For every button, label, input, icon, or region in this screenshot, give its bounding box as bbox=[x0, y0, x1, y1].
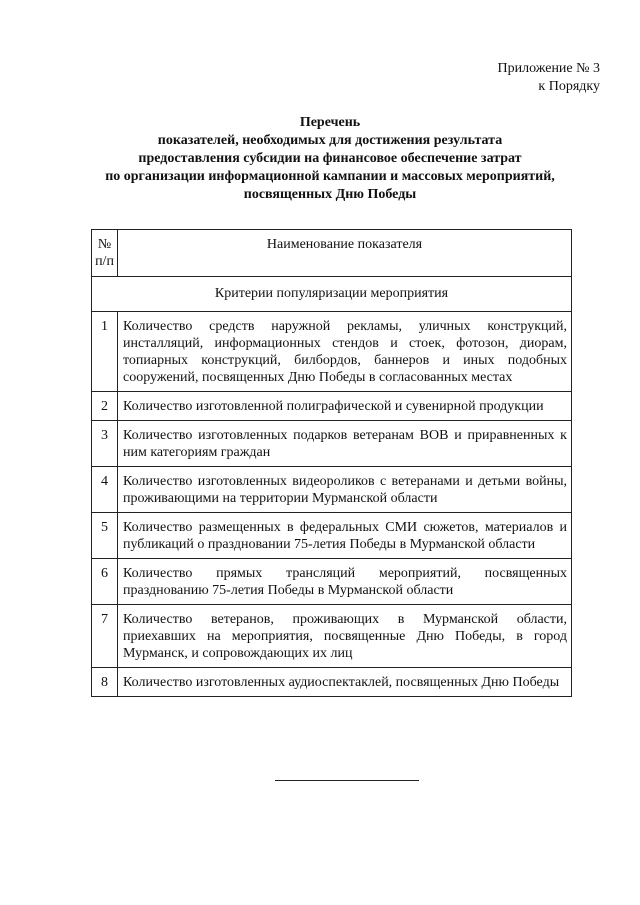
row-indicator: Количество размещенных в федеральных СМИ сюжетов, материалов и публикаций о праздновании 75-летия Победы в Мурманской области bbox=[118, 513, 572, 559]
title-line: посвященных Дню Победы bbox=[243, 187, 417, 202]
table-row bbox=[92, 392, 572, 421]
row-indicator: Количество изготовленных аудиоспектаклей, посвященных Дню Победы bbox=[118, 668, 572, 697]
title-line: показателей, необходимых для достижения результата bbox=[157, 133, 503, 148]
appendix-reference: к Порядку bbox=[538, 79, 600, 94]
table-row bbox=[92, 513, 572, 559]
indicators-table bbox=[91, 229, 572, 697]
section-title: Критерии популяризации мероприятия bbox=[92, 277, 572, 312]
header-indicator-name: Наименование показателя bbox=[118, 230, 572, 277]
table-row bbox=[92, 605, 572, 668]
row-indicator: Количество средств наружной рекламы, уличных конструкций, инсталляций, информационных стендов и стоек, фотозон, диорам, топиарных конструкций, билбордов, баннеров и иных подобных сооружений, посвященных Дню Победы в согласованных местах bbox=[118, 312, 572, 392]
row-number: 7 bbox=[92, 605, 118, 668]
document-title bbox=[70, 114, 590, 204]
row-indicator: Количество прямых трансляций мероприятий, посвященных празднованию 75-летия Победы в Мурманской области bbox=[118, 559, 572, 605]
appendix-number: Приложение № 3 bbox=[497, 61, 600, 76]
row-number: 5 bbox=[92, 513, 118, 559]
row-indicator: Количество изготовленных подарков ветеранам ВОВ и приравненных к ним категориям граждан bbox=[118, 421, 572, 467]
table-header-row bbox=[92, 230, 572, 277]
table-row bbox=[92, 312, 572, 392]
row-number: 6 bbox=[92, 559, 118, 605]
row-indicator: Количество изготовленной полиграфической и сувенирной продукции bbox=[118, 392, 572, 421]
title-line: предоставления субсидии на финансовое обеспечение затрат bbox=[138, 151, 522, 166]
appendix-note bbox=[498, 60, 601, 96]
section-row bbox=[92, 277, 572, 312]
table-row bbox=[92, 668, 572, 697]
table-row bbox=[92, 467, 572, 513]
row-number: 1 bbox=[92, 312, 118, 392]
title-line: по организации информационной кампании и массовых мероприятий, bbox=[105, 169, 555, 184]
row-number: 4 bbox=[92, 467, 118, 513]
row-indicator: Количество ветеранов, проживающих в Мурманской области, приехавших на мероприятия, посвященные Дню Победы, в город Мурманск, и сопровождающих их лиц bbox=[118, 605, 572, 668]
row-indicator: Количество изготовленных видеороликов с ветеранами и детьми войны, проживающими на территории Мурманской области bbox=[118, 467, 572, 513]
closing-divider-line bbox=[275, 780, 419, 781]
row-number: 3 bbox=[92, 421, 118, 467]
title-line: Перечень bbox=[299, 115, 361, 130]
row-number: 2 bbox=[92, 392, 118, 421]
table-row bbox=[92, 421, 572, 467]
table-row bbox=[92, 559, 572, 605]
row-number: 8 bbox=[92, 668, 118, 697]
header-number: № п/п bbox=[92, 230, 118, 277]
